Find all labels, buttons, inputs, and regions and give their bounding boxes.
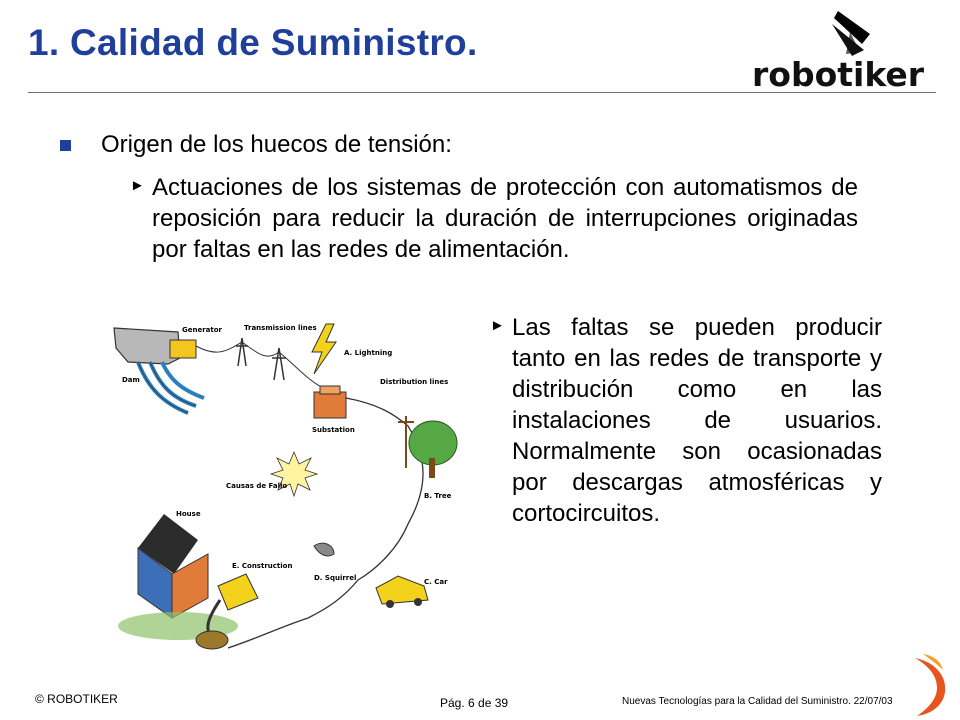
title-divider — [28, 92, 936, 93]
svg-text:House: House — [176, 510, 201, 518]
sub-bullet-1-text: Actuaciones de los sistemas de protección con automatismos de reposición para reducir la duración de interrupciones originadas por faltas en las redes de alimentación. — [152, 174, 858, 263]
svg-text:Generator: Generator — [182, 326, 223, 334]
svg-text:D. Squirrel: D. Squirrel — [314, 574, 357, 582]
svg-text:Distribution lines: Distribution lines — [380, 378, 449, 386]
svg-text:robotiker: robotiker — [752, 55, 925, 94]
footer-copyright: © ROBOTIKER — [35, 692, 118, 706]
svg-text:C. Car: C. Car — [424, 578, 448, 586]
fault-causes-illustration — [108, 318, 483, 663]
svg-text:A. Lightning: A. Lightning — [344, 349, 393, 357]
svg-text:E. Construction: E. Construction — [232, 562, 293, 570]
svg-text:Dam: Dam — [122, 376, 140, 384]
svg-text:Substation: Substation — [312, 426, 355, 434]
main-bullet-text: Origen de los huecos de tensión: — [101, 131, 452, 158]
sub-bullet-1 — [130, 172, 858, 265]
corner-swoosh-logo — [905, 652, 953, 720]
sub-bullet-2 — [490, 312, 882, 529]
svg-text:Causas de Fallo: Causas de Fallo — [226, 482, 288, 490]
slide-title: 1. Calidad de Suministro. — [28, 22, 478, 63]
svg-text:Transmission lines: Transmission lines — [244, 324, 317, 332]
triangle-bullet-icon: ► — [130, 177, 145, 194]
triangle-bullet-icon: ► — [490, 317, 505, 334]
footer-page-number: Pág. 6 de 39 — [440, 696, 509, 710]
main-bullet — [60, 131, 452, 159]
sub-bullet-2-text: Las faltas se pueden producir tanto en las redes de transporte y distribución como en las instalaciones de usuarios. Normalmente son ocasionadas por descargas atmosféricas y cortocircuitos. — [512, 314, 882, 527]
footer-presentation-info: Nuevas Tecnologías para la Calidad del Suministro. 22/07/03 — [622, 696, 893, 707]
square-bullet-icon — [60, 140, 71, 151]
robotiker-logo — [748, 6, 943, 94]
svg-text:B. Tree: B. Tree — [424, 492, 452, 500]
